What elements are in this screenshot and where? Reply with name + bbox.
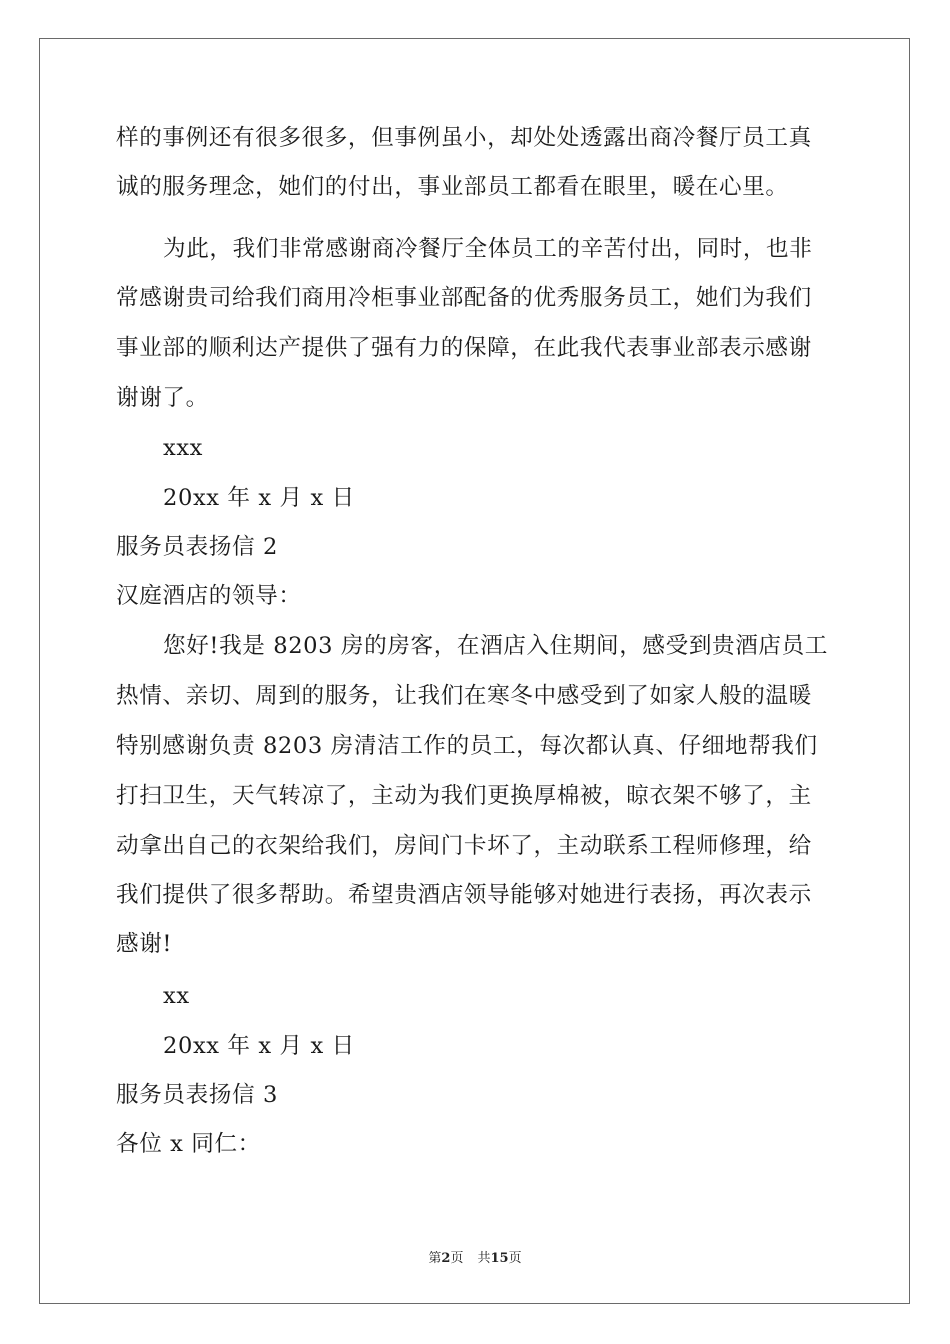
date-line: 20xx 年 x 月 x 日: [163, 1033, 355, 1059]
page-suffix: 页: [450, 1251, 464, 1266]
paragraph-line: 为此，我们非常感谢商冷餐厅全体员工的辛苦付出，同时，也非: [163, 236, 813, 262]
paragraph-line: 感谢!: [116, 931, 173, 957]
paragraph-line: 诚的服务理念，她们的付出，事业部员工都看在眼里，暖在心里。: [116, 174, 789, 200]
salutation: 汉庭酒店的领导：: [116, 583, 302, 609]
paragraph-line: 动拿出自己的衣架给我们，房间门卡坏了，主动联系工程师修理，给: [116, 833, 812, 859]
page-prefix: 第: [428, 1251, 442, 1266]
signature: xx: [163, 983, 190, 1009]
paragraph-line: 常感谢贵司给我们商用冷柜事业部配备的优秀服务员工，她们为我们: [116, 285, 812, 311]
salutation: 各位 x 同仁：: [116, 1131, 261, 1157]
paragraph-line: 打扫卫生，天气转凉了，主动为我们更换厚棉被，晾衣架不够了，主: [116, 783, 812, 809]
date-line: 20xx 年 x 月 x 日: [163, 485, 355, 511]
section-title: 服务员表扬信 2: [116, 534, 278, 560]
page-footer: [0, 1247, 950, 1266]
paragraph-line: 我们提供了很多帮助。希望贵酒店领导能够对她进行表扬，再次表示: [116, 882, 812, 908]
paragraph-line: 您好!我是 8203 房的房客，在酒店入住期间，感受到贵酒店员工: [163, 633, 828, 659]
section-title: 服务员表扬信 3: [116, 1082, 278, 1108]
paragraph-line: 样的事例还有很多很多，但事例虽小，却处处透露出商冷餐厅员工真: [116, 125, 812, 151]
paragraph-line: 事业部的顺利达产提供了强有力的保障，在此我代表事业部表示感谢: [116, 335, 812, 361]
paragraph-line: 特别感谢负责 8203 房清洁工作的员工，每次都认真、仔细地帮我们: [116, 733, 818, 759]
paragraph-line: 热情、亲切、周到的服务，让我们在寒冬中感受到了如家人般的温暖: [116, 683, 812, 709]
signature: xxx: [163, 435, 204, 461]
total-prefix: 共: [477, 1251, 491, 1266]
page-total: 15: [490, 1251, 509, 1266]
paragraph-line: 谢谢了。: [116, 385, 209, 411]
page-border: [39, 38, 910, 1304]
total-suffix: 页: [508, 1251, 522, 1266]
page-current: 2: [441, 1251, 451, 1266]
